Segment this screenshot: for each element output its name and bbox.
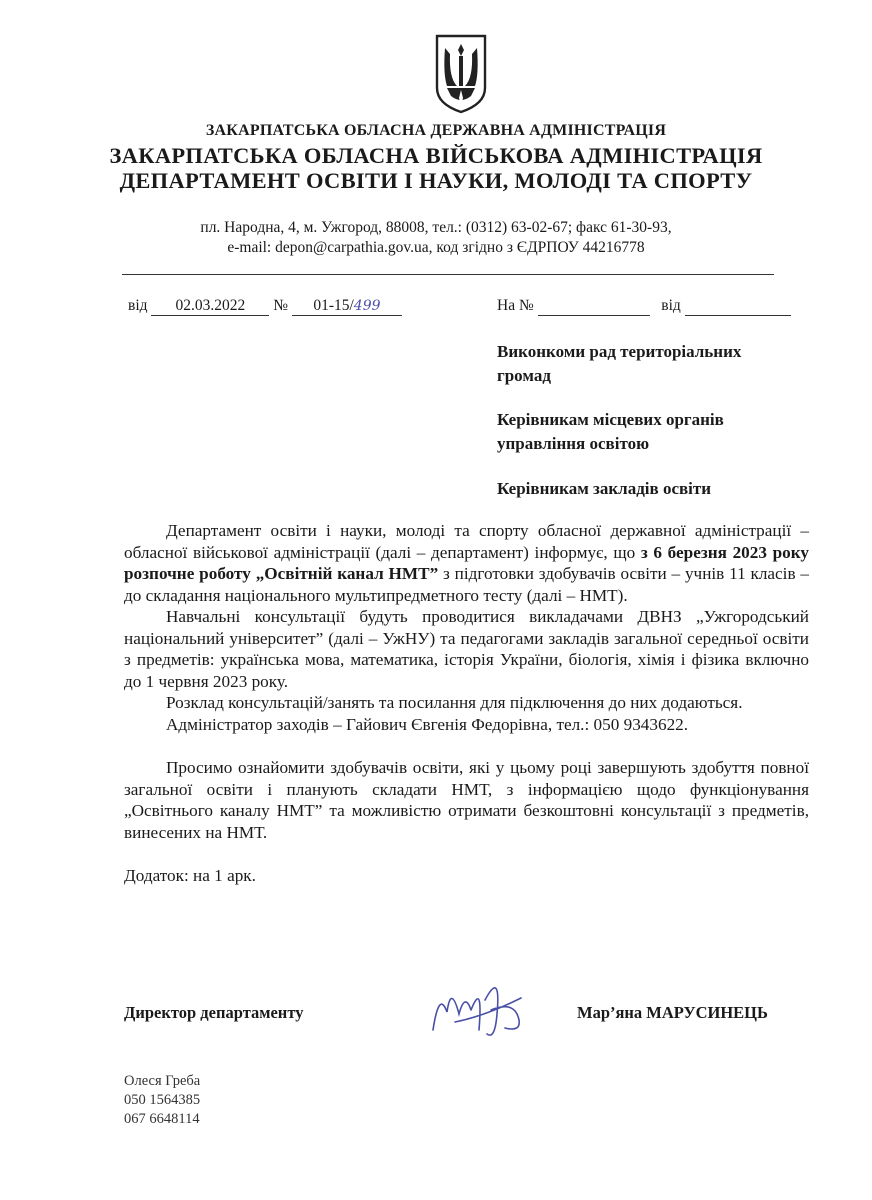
signatory-title: Директор департаменту bbox=[124, 1003, 304, 1022]
address-line-2: e-mail: depon@carpathia.gov.ua, код згідно з ЄДРПОУ 44216778 bbox=[227, 239, 645, 256]
registration-outgoing bbox=[128, 297, 402, 316]
paragraph-1-text: Департамент освіти і науки, молоді та спорту обласної державної адміністрації – обласної військової адміністрації (далі – департамент) інформує, що bbox=[124, 521, 809, 562]
header-regional-state-administration: ЗАКАРПАТСЬКА ОБЛАСНА ДЕРЖАВНА АДМІНІСТРАЦІЯ bbox=[205, 122, 667, 139]
from-label: від bbox=[128, 297, 148, 314]
letter-body bbox=[124, 520, 809, 887]
executor-block bbox=[124, 1072, 200, 1129]
number-prefix: 01-15/ bbox=[313, 297, 354, 314]
reply-number-label: На № bbox=[497, 297, 534, 314]
executor-phone-1: 050 1564385 bbox=[124, 1092, 201, 1108]
executor-name: Олеся Греба bbox=[124, 1073, 201, 1089]
header-address bbox=[0, 218, 872, 258]
header-divider bbox=[122, 274, 774, 275]
handwritten-signature bbox=[425, 970, 535, 1050]
reply-date-field bbox=[685, 297, 791, 316]
paragraph-4: Адміністратор заходів – Гайович Євгенія Федорівна, тел.: 050 9343622. bbox=[166, 714, 689, 734]
addressee-3: Керівникам закладів освіти bbox=[497, 479, 712, 498]
executor-phone-2: 067 6648114 bbox=[124, 1111, 200, 1127]
registration-incoming bbox=[497, 297, 791, 316]
paragraph-1-tail: з підготовки здобувачів освіти – учнів 11 класів – до складання національного мультипредметного тесту (далі – НМТ). bbox=[124, 564, 809, 605]
paragraph-1-highlight: з 6 березня 2023 року розпочне роботу „Освітній канал НМТ” bbox=[124, 542, 809, 583]
paragraph-1 bbox=[124, 520, 809, 606]
reply-number-field bbox=[538, 297, 650, 316]
attachment-note: Додаток: на 1 арк. bbox=[124, 866, 256, 885]
addressee-2: Керівникам місцевих органів управління освітою bbox=[497, 410, 724, 453]
paragraph-2: Навчальні консультації будуть проводитися викладачами ДВНЗ „Ужгородський національний університет” (далі – УжНУ) та педагогами закладів загальної середньої освіти з предметів: українська мова, математика, історія України, біологія, хімія і фізика включно до 1 червня 2023 року. bbox=[124, 607, 809, 691]
addressee-1: Виконкоми рад територіальних громад bbox=[497, 342, 742, 385]
address-line-1: пл. Народна, 4, м. Ужгород, 88008, тел.: (0312) 63-02-67; факс 61-30-93, bbox=[200, 219, 672, 236]
coat-of-arms-icon bbox=[433, 34, 489, 114]
paragraph-5: Просимо ознайомити здобувачів освіти, які у цьому році завершують здобуття повної загальної освіти і планують складати НМТ, з інформацією щодо функціонування „Освітнього каналу НМТ” та можливістю отримати безкоштовні консультації з предметів, винесених на НМТ. bbox=[124, 758, 809, 842]
number-label: № bbox=[273, 297, 289, 314]
number-handwritten: 499 bbox=[353, 298, 381, 314]
reply-from-label: від bbox=[661, 297, 681, 314]
paragraph-3: Розклад консультацій/занять та посилання для підключення до них додаються. bbox=[166, 693, 743, 712]
registration-date: 02.03.2022 bbox=[151, 297, 269, 316]
header-regional-military-administration: ЗАКАРПАТСЬКА ОБЛАСНА ВІЙСЬКОВА АДМІНІСТРАЦІЯ bbox=[109, 143, 763, 168]
signatory-name: Мар’яна МАРУСИНЕЦЬ bbox=[577, 1003, 768, 1022]
registration-number bbox=[292, 297, 402, 316]
header-department: ДЕПАРТАМЕНТ ОСВІТИ І НАУКИ, МОЛОДІ ТА СПОРТУ bbox=[119, 168, 753, 193]
